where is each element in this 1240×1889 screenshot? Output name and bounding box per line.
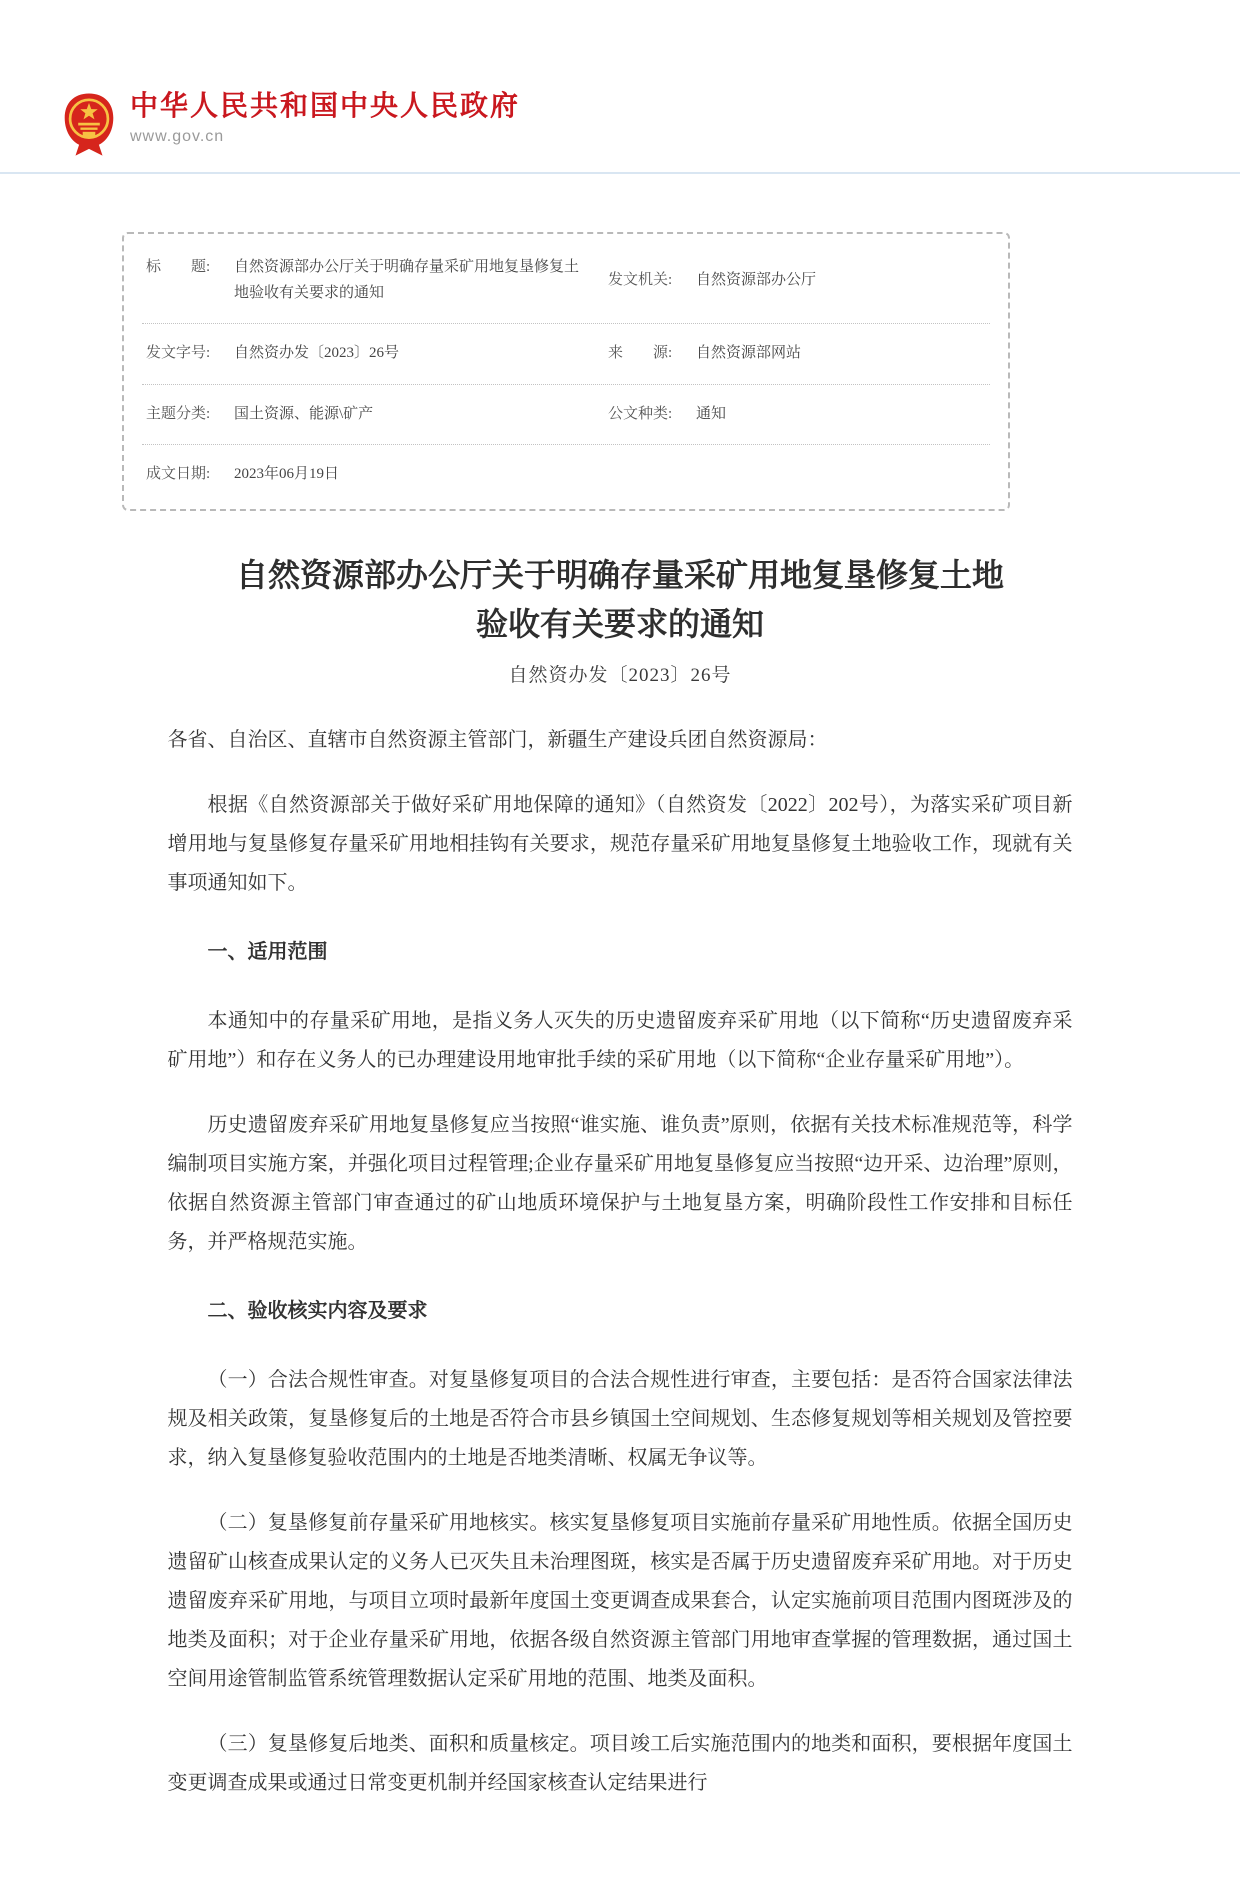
meta-cell-left <box>146 462 608 488</box>
meta-value: 自然资源部办公厅关于明确存量采矿用地复垦修复土地验收有关要求的通知 <box>234 259 580 301</box>
site-title[interactable]: 中华人民共和国中央人民政府 <box>130 90 521 121</box>
document-meta-card <box>122 232 1010 511</box>
meta-label: 标 题: <box>146 259 211 275</box>
meta-label: 发文机关: <box>608 271 673 288</box>
meta-cell-right <box>608 402 986 428</box>
site-url[interactable]: www.gov.cn <box>130 128 225 146</box>
national-emblem-icon[interactable] <box>62 92 116 158</box>
body-paragraph: 根据《自然资源部关于做好采矿用地保障的通知》（自然资发〔2022〕202号），为落实采矿项目新增用地与复垦修复存量采矿用地相挂钩有关要求，规范存量采矿用地复垦修复土地验收工作，现就有关事项通知如下。 <box>167 793 1073 894</box>
salutation: 各省、自治区、直辖市自然资源主管部门，新疆生产建设兵团自然资源局： <box>167 728 828 751</box>
meta-value: 国土资源、能源\矿产 <box>234 405 374 422</box>
meta-label: 来 源: <box>608 345 673 361</box>
section-heading: 一、适用范围 <box>207 940 328 963</box>
meta-value: 2023年06月19日 <box>234 466 340 482</box>
article-body <box>168 721 1073 1803</box>
document-number: 自然资办发〔2023〕26号 <box>508 664 732 686</box>
meta-cell-left <box>146 341 608 367</box>
site-header <box>0 0 1240 158</box>
meta-label: 成文日期: <box>146 466 211 482</box>
meta-cell-left <box>146 402 608 428</box>
meta-value: 自然资源部办公厅 <box>696 271 817 288</box>
article <box>168 511 1073 1889</box>
body-paragraph: 历史遗留废弃采矿用地复垦修复应当按照“谁实施、谁负责”原则，依据有关技术标准规范等，科学编制项目实施方案，并强化项目过程管理;企业存量采矿用地复垦修复应当按照“边开采、边治理”原则，依据自然资源主管部门审查通过的矿山地质环境保护与土地复垦方案，明确阶段性工作安排和目标任务，并严格规范实施。 <box>167 1113 1073 1253</box>
meta-row <box>142 384 990 445</box>
meta-label: 公文种类: <box>608 405 673 422</box>
body-paragraph: （一）合法合规性审查。对复垦修复项目的合法合规性进行审查，主要包括：是否符合国家法律法规及相关政策，复垦修复后的土地是否符合市县乡镇国土空间规划、生态修复规划等相关规划及管控要求，纳入复垦修复验收范围内的土地是否地类清晰、权属无争议等。 <box>167 1368 1073 1469</box>
meta-cell-left <box>146 255 608 306</box>
meta-value: 自然资源部网站 <box>696 345 802 361</box>
meta-value: 通知 <box>696 405 727 422</box>
meta-row <box>142 323 990 384</box>
header-divider <box>0 172 1240 174</box>
body-paragraph: （三）复垦修复后地类、面积和质量核定。项目竣工后实施范围内的地类和面积，要根据年度国土变更调查成果或通过日常变更机制并经国家核查认定结果进行 <box>167 1732 1073 1794</box>
meta-cell-right <box>608 341 986 367</box>
body-paragraph: 本通知中的存量采矿用地，是指义务人灭失的历史遗留废弃采矿用地（以下简称“历史遗留废弃采矿用地”）和存在义务人的已办理建设用地审批手续的采矿用地（以下简称“企业存量采矿用地”）。 <box>167 1009 1073 1071</box>
site-brand[interactable] <box>130 90 520 146</box>
article-title: 自然资源部办公厅关于明确存量采矿用地复垦修复土地验收有关要求的通知 <box>235 556 1004 643</box>
meta-label: 发文字号: <box>146 345 211 361</box>
meta-row <box>142 238 990 323</box>
meta-rows-container <box>142 238 990 505</box>
meta-value: 自然资办发〔2023〕26号 <box>234 345 400 361</box>
paragraphs-container <box>168 786 1073 1803</box>
meta-label: 主题分类: <box>146 405 211 422</box>
body-paragraph: （二）复垦修复前存量采矿用地核实。核实复垦修复项目实施前存量采矿用地性质。依据全国历史遗留矿山核查成果认定的义务人已灭失且未治理图斑，核实是否属于历史遗留废弃采矿用地。对于历史遗留废弃采矿用地，与项目立项时最新年度国土变更调查成果套合，认定实施前项目范围内图斑涉及的地类及面积；对于企业存量采矿用地，依据各级自然资源主管部门用地审查掌握的管理数据，通过国土空间用途管制监管系统管理数据认定采矿用地的范围、地类及面积。 <box>167 1511 1073 1690</box>
meta-row <box>142 444 990 505</box>
section-heading: 二、验收核实内容及要求 <box>207 1299 428 1322</box>
meta-cell-right <box>608 268 986 294</box>
